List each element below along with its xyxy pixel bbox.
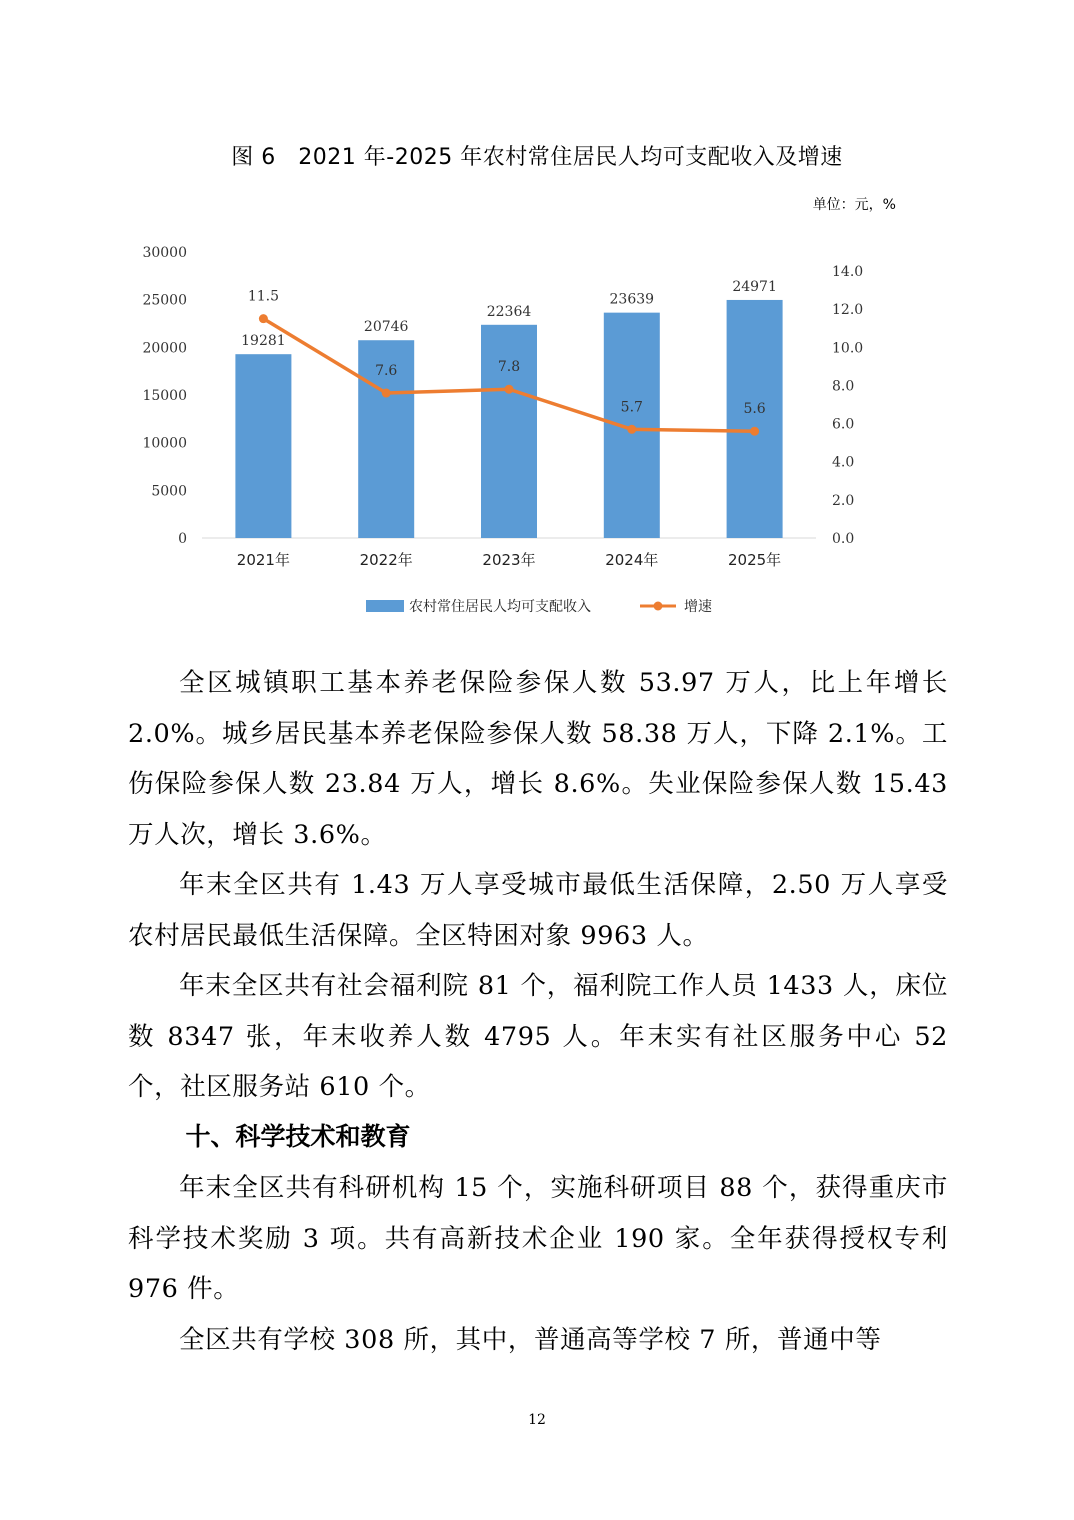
figure-title: 图 6 2021 年-2025 年农村常住居民人均可支配收入及增速 [231, 145, 843, 170]
growth-data-label: 5.6 [743, 401, 766, 418]
x-category-label: 2022年 [359, 551, 413, 569]
x-category-label: 2023年 [482, 551, 536, 569]
bar-data-label: 23639 [609, 291, 655, 308]
legend-line-marker [654, 602, 663, 611]
y-left-tick-label: 10000 [142, 435, 187, 452]
y-right-tick-label: 0.0 [832, 531, 855, 547]
income-growth-chart [120, 228, 900, 628]
growth-point [505, 385, 514, 394]
legend-bar-label: 农村常住居民人均可支配收入 [409, 599, 591, 615]
y-right-tick-label: 8.0 [832, 378, 855, 395]
y-left-tick-label: 30000 [142, 245, 187, 261]
growth-data-label: 5.7 [620, 399, 643, 416]
y-left-tick-label: 5000 [151, 483, 187, 500]
bar-data-label: 24971 [732, 278, 777, 295]
growth-data-label: 7.8 [497, 359, 521, 376]
legend-bar-swatch [366, 600, 404, 612]
y-left-tick-label: 15000 [142, 388, 187, 404]
growth-data-label: 7.6 [375, 363, 398, 380]
bar-data-label: 19281 [241, 333, 286, 350]
page-number: 12 [528, 1412, 546, 1428]
paragraph-pension: 全区城镇职工基本养老保险参保人数 53.97 万人，比上年增长 2.0%。城乡居民基本养老保险参保人数 58.38 万人，下降 2.1%。工伤保险参保人数 23.84 万人，增长 8.6%。失业保险参保人数 15.43 万人次，增长 3.6%。 [128, 668, 948, 850]
y-right-tick-label: 6.0 [832, 416, 855, 433]
growth-point [259, 314, 268, 323]
paragraph-welfare: 年末全区共有社会福利院 81 个，福利院工作人员 1433 人，床位数 8347 张，年末收养人数 4795 人。年末实有社区服务中心 52 个，社区服务站 610 个。 [128, 971, 948, 1102]
y-left-tick-label: 25000 [142, 292, 187, 309]
paragraph-subsistence: 年末全区共有 1.43 万人享受城市最低生活保障，2.50 万人享受农村居民最低生活保障。全区特困对象 9963 人。 [128, 870, 948, 951]
y-right-tick-label: 14.0 [832, 264, 864, 280]
legend-line-label: 增速 [684, 599, 712, 615]
y-right-tick-label: 2.0 [832, 492, 855, 509]
paragraph-science: 年末全区共有科研机构 15 个，实施科研项目 88 个，获得重庆市科学技术奖励 3 项。共有高新技术企业 190 家。全年获得授权专利 976 件。 [128, 1173, 948, 1304]
y-left-tick-label: 0 [178, 531, 187, 547]
income-bar [235, 354, 291, 538]
unit-label: 单位：元，% [812, 197, 896, 213]
growth-point [627, 425, 636, 434]
growth-point [382, 389, 391, 398]
y-left-tick-label: 20000 [142, 340, 187, 357]
y-right-tick-label: 12.0 [832, 302, 864, 319]
x-category-label: 2021年 [236, 551, 290, 569]
bar-data-label: 20746 [363, 319, 409, 336]
paragraph-education: 全区共有学校 308 所，其中，普通高等学校 7 所，普通中等 [179, 1325, 882, 1355]
growth-point [750, 427, 759, 436]
section-heading: 十、科学技术和教育 [185, 1122, 411, 1151]
income-bar [727, 300, 783, 538]
y-right-tick-label: 4.0 [832, 454, 855, 471]
growth-data-label: 11.5 [247, 288, 279, 305]
x-category-label: 2024年 [605, 551, 659, 569]
y-right-tick-label: 10.0 [832, 340, 864, 357]
bar-data-label: 22364 [486, 303, 532, 320]
x-category-label: 2025年 [728, 551, 782, 569]
income-bar [481, 325, 537, 538]
